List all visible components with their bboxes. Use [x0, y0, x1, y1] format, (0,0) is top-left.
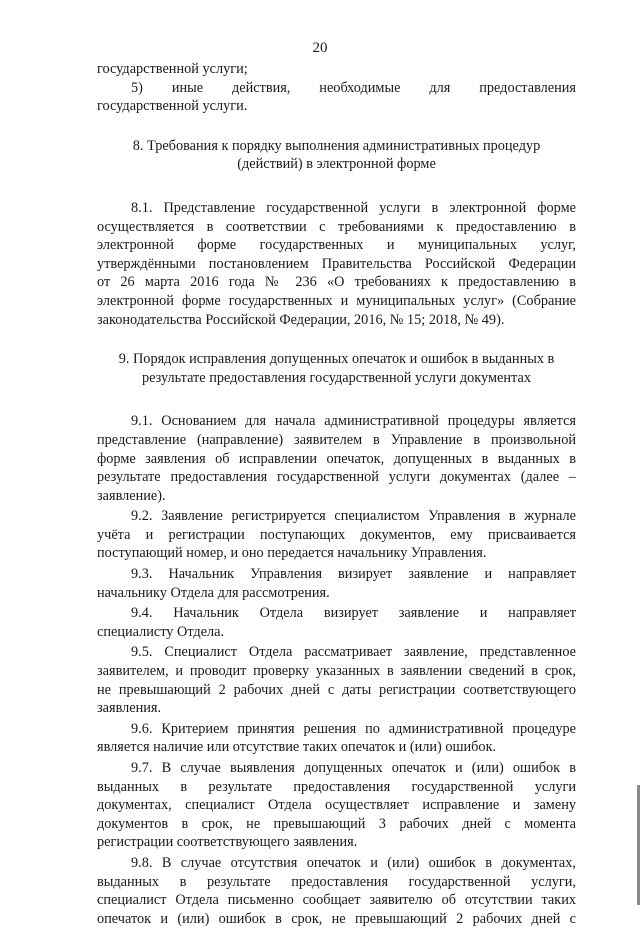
text-line: 9.2. Заявление регистрируется специалистом Управления в журнале — [131, 508, 576, 525]
text-line: регистрации соответствующего заявления. — [97, 834, 358, 851]
text-line: начальнику Отдела для рассмотрения. — [97, 584, 330, 601]
text-line: не превышающий 2 рабочих дней с даты регистрации соответствующего — [97, 681, 576, 698]
paragraph-9-4 — [97, 604, 576, 641]
paragraph-9-7 — [97, 759, 576, 852]
section-8-heading-line-2: (действий) в электронной форме — [237, 156, 436, 173]
text-line: электронной форме государственных и муниципальных услуг» (Собрание — [97, 292, 576, 309]
text-line: выданных в результате предоставления государственной услуги — [97, 778, 576, 795]
text-line: документов в срок, не превышающий 3 рабочих дней с момента — [97, 815, 576, 832]
paragraph-9-5 — [97, 643, 576, 717]
text-line: законодательства Российской Федерации, 2016, № 15; 2018, № 49). — [97, 311, 505, 328]
text-line: результате предоставления государственной услуги документах (далее – — [97, 469, 576, 486]
section-9-heading-line-1: 9. Порядок исправления допущенных опечаток и ошибок в выданных в — [118, 351, 555, 368]
section-9-heading-line-2: результате предоставления государственной услуги документах — [142, 369, 531, 386]
text-line: государственной услуги. — [97, 98, 248, 115]
text-line: государственной услуги; — [97, 61, 248, 77]
text-line: от 26 марта 2016 года № 236 «О требованиях к предоставлению в — [97, 274, 576, 291]
text-line: 9.8. В случае отсутствия опечаток и (или) ошибок в документах, — [131, 854, 576, 871]
text-line: опечаток и (или) ошибок в срок, не превышающий 2 рабочих дней с — [97, 910, 576, 927]
text-line: поступающий номер, и оно передается начальнику Управления. — [97, 545, 487, 562]
text-line: 9.3. Начальник Управления визирует заявление и направляет — [131, 566, 576, 583]
text-line: документах, специалист Отдела осуществляет исправление и замену — [97, 797, 576, 814]
text-line: электронной форме государственных и муниципальных услуг, — [97, 237, 576, 254]
paragraph-9-8 — [97, 854, 576, 928]
text-line: выданных в результате предоставления государственной услуги, — [97, 873, 576, 890]
paragraph-9-2 — [97, 507, 576, 563]
text-line: 9.7. В случае выявления допущенных опечаток и (или) ошибок в — [131, 760, 576, 776]
text-line: 9.1. Основанием для начала административной процедуры является — [131, 413, 576, 430]
text-line: 9.4. Начальник Отдела визирует заявление и направляет — [131, 605, 576, 622]
page-number: 20 — [312, 40, 328, 56]
paragraph-9-1 — [97, 412, 576, 505]
text-line: представление (направление) заявителем в Управление в произвольной — [97, 431, 576, 448]
text-line: специалисту Отдела. — [97, 623, 225, 640]
text-line: 8.1. Представление государственной услуги в электронной форме — [131, 199, 576, 216]
text-line: 5) иные действия, необходимые для предоставления — [131, 79, 576, 96]
text-line: 9.5. Специалист Отдела рассматривает заявление, представленное — [131, 644, 576, 661]
text-line: заявления. — [97, 700, 162, 717]
text-line: 9.6. Критерием принятия решения по административной процедуре — [131, 720, 576, 737]
text-line: осуществляется в соответствии с требованиями к предоставлению в — [97, 218, 576, 235]
text-line: форме заявления об исправлении опечаток, допущенных в выданных в — [97, 450, 576, 467]
text-line: утверждёнными постановлением Правительства Российской Федерации — [97, 255, 576, 272]
text-line: заявление). — [97, 487, 166, 504]
paragraph-9-6 — [97, 720, 576, 757]
paragraph-9-3 — [97, 565, 576, 602]
text-line: учёта и регистрации поступающих документов, ему присваивается — [97, 526, 576, 543]
text-line: специалист Отдела письменно сообщает заявителю об отсутствии таких — [97, 892, 576, 909]
page-body — [97, 60, 576, 928]
section-8-heading-line-1: 8. Требования к порядку выполнения административных процедур — [132, 137, 541, 154]
text-line: заявителем, и проводит проверку указанных в заявлении сведений в срок, — [97, 663, 576, 680]
paragraph-8-1 — [97, 199, 576, 329]
text-line: является наличие или отсутствие таких опечаток и (или) ошибок. — [97, 739, 497, 756]
